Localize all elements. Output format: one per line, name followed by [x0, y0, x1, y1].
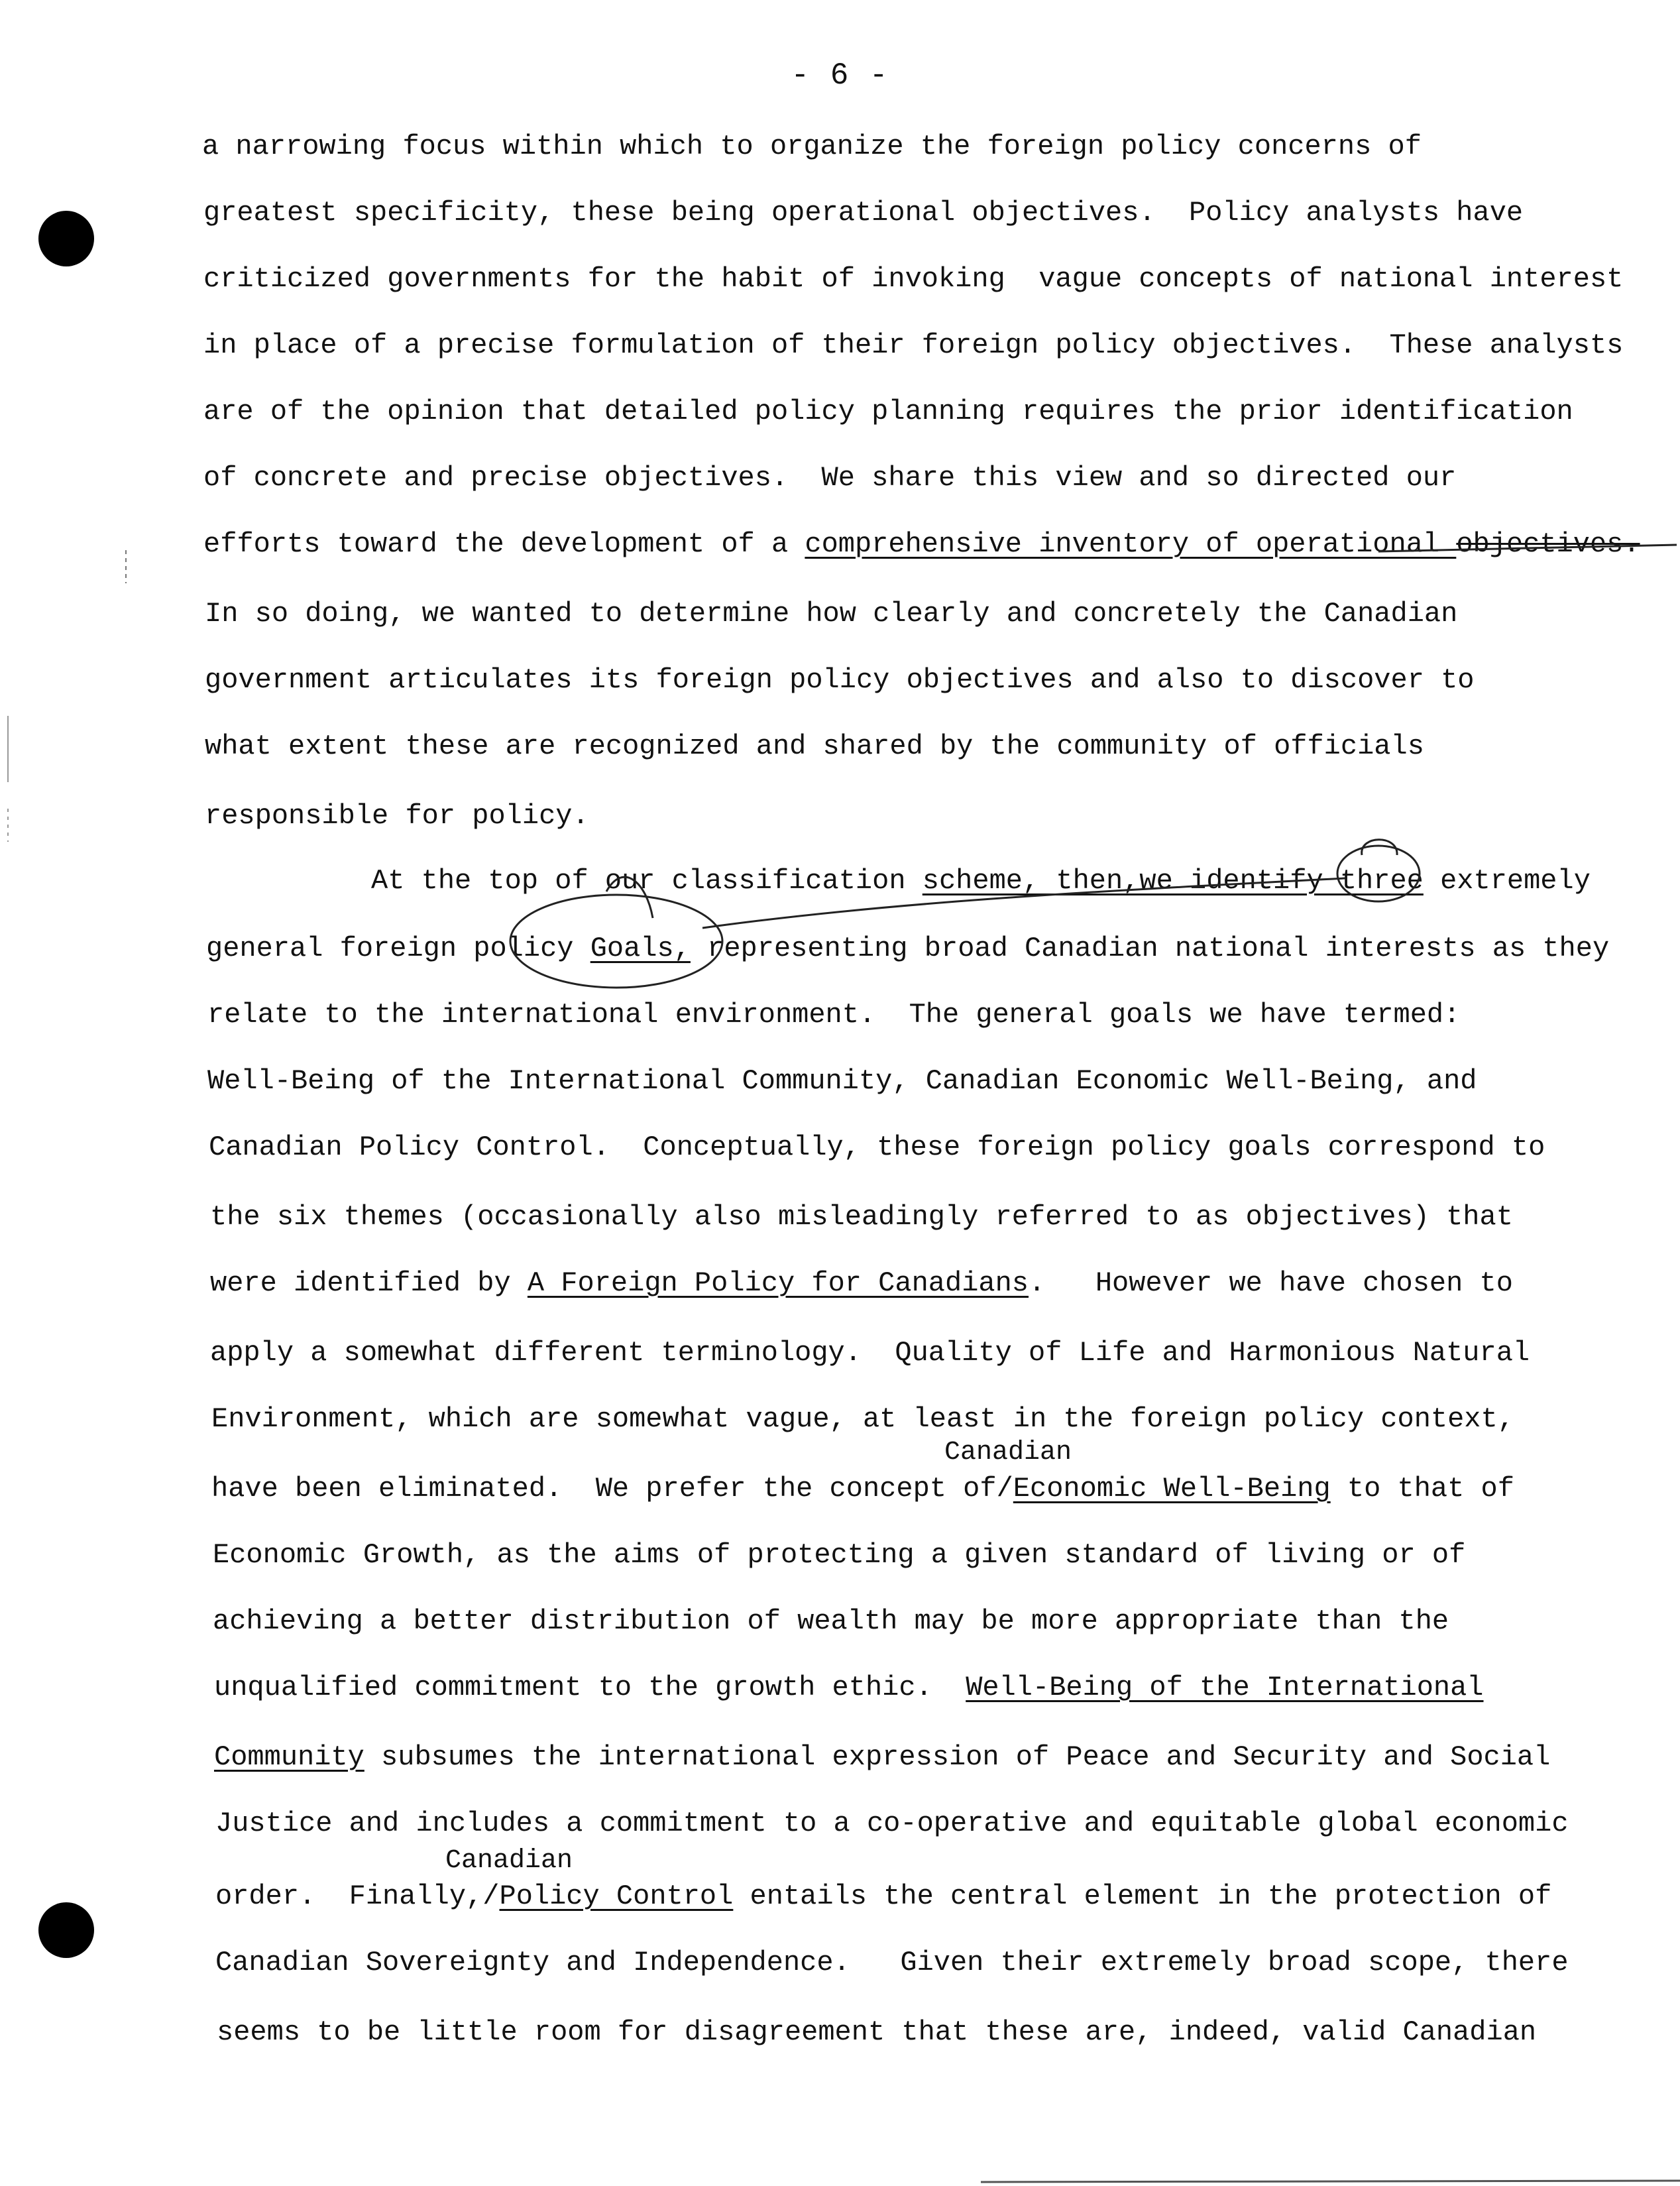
underlined-phrase: Policy Control — [499, 1880, 734, 1912]
underlined-phrase: scheme, then,we identify three — [922, 865, 1424, 897]
text-line: apply a somewhat different terminology. Quality of Life and Harmonious Natural — [210, 1337, 1530, 1369]
text-segment: to that of — [1330, 1473, 1514, 1505]
text-segment: subsumes the international expression of Peace and Security and Social — [364, 1741, 1551, 1773]
text-line — [210, 1269, 1513, 1297]
text-segment: At the top of our classification — [371, 865, 923, 897]
text-line: relate to the international environment. The general goals we have termed: — [207, 999, 1461, 1031]
punch-hole-bottom — [38, 1902, 94, 1958]
text-segment: have been eliminated. We prefer the concept of/ — [211, 1473, 1013, 1505]
page-number: - 6 - — [791, 58, 889, 93]
circle-loop-mark — [1362, 840, 1397, 855]
text-line — [203, 530, 1640, 558]
text-segment: extremely — [1423, 865, 1591, 897]
text-line: Justice and includes a commitment to a co-operative and equitable global economic — [215, 1808, 1569, 1839]
text-line: of concrete and precise objectives. We share this view and so directed our — [203, 462, 1457, 494]
text-line — [206, 935, 1609, 962]
text-segment: entails the central element in the protection of — [733, 1880, 1552, 1912]
text-segment: order. Finally,/ — [215, 1880, 500, 1912]
text-line — [371, 867, 1591, 895]
punch-hole-top — [38, 211, 94, 266]
text-line: Canadian Policy Control. Conceptually, these foreign policy goals correspond to — [209, 1131, 1545, 1163]
text-line: Economic Growth, as the aims of protecting a given standard of living or of — [213, 1539, 1466, 1571]
handwritten-insertion: Canadian — [445, 1846, 573, 1876]
text-line: Canadian Sovereignty and Independence. Given their extremely broad scope, there — [215, 1947, 1569, 1979]
text-segment: general foreign policy — [206, 933, 590, 964]
text-segment: . However we have chosen to — [1029, 1267, 1513, 1299]
text-line: are of the opinion that detailed policy planning requires the prior identification — [203, 396, 1573, 428]
text-line: government articulates its foreign policy objectives and also to discover to — [205, 664, 1475, 696]
text-segment: were identified by — [210, 1267, 528, 1299]
text-segment: unqualified commitment to the growth ethic. — [214, 1672, 966, 1703]
handwritten-insertion: Canadian — [944, 1438, 1072, 1467]
text-line: the six themes (occasionally also misleadingly referred to as objectives) that — [210, 1201, 1513, 1233]
text-line — [214, 1674, 1484, 1701]
text-line: seems to be little room for disagreement that these are, indeed, valid Canadian — [217, 2016, 1537, 2048]
text-segment: efforts toward the development of a — [203, 528, 805, 560]
text-line: achieving a better distribution of wealth may be more appropriate than the — [213, 1605, 1449, 1637]
underlined-word: Goals, — [590, 933, 691, 964]
text-line: what extent these are recognized and shared by the community of officials — [205, 730, 1424, 762]
underlined-phrase: comprehensive inventory of operational — [805, 528, 1457, 560]
underlined-phrase: Well-Being of the International — [966, 1672, 1484, 1703]
struck-word: objectives. — [1456, 528, 1640, 560]
text-line: a narrowing focus within which to organize the foreign policy concerns of — [202, 131, 1422, 162]
text-line: Well-Being of the International Community, Canadian Economic Well-Being, and — [207, 1065, 1477, 1097]
text-line: greatest specificity, these being operational objectives. Policy analysts have — [203, 197, 1524, 229]
underlined-phrase: Economic Well-Being — [1013, 1473, 1331, 1505]
text-line: In so doing, we wanted to determine how clearly and concretely the Canadian — [205, 598, 1458, 630]
text-line: Environment, which are somewhat vague, at least in the foreign policy context, — [211, 1403, 1514, 1435]
underlined-word: Community — [214, 1741, 364, 1773]
text-line: criticized governments for the habit of invoking vague concepts of national interest — [203, 263, 1624, 295]
bottom-edge-rule — [981, 2181, 1680, 2182]
text-line: responsible for policy. — [205, 800, 589, 832]
text-line — [215, 1882, 1551, 1910]
text-line: in place of a precise formulation of their foreign policy objectives. These analysts — [203, 329, 1624, 361]
text-segment: representing broad Canadian national interests as they — [690, 933, 1610, 964]
text-line — [214, 1743, 1550, 1771]
underlined-title: A Foreign Policy for Canadians — [527, 1267, 1029, 1299]
text-line — [211, 1475, 1514, 1503]
